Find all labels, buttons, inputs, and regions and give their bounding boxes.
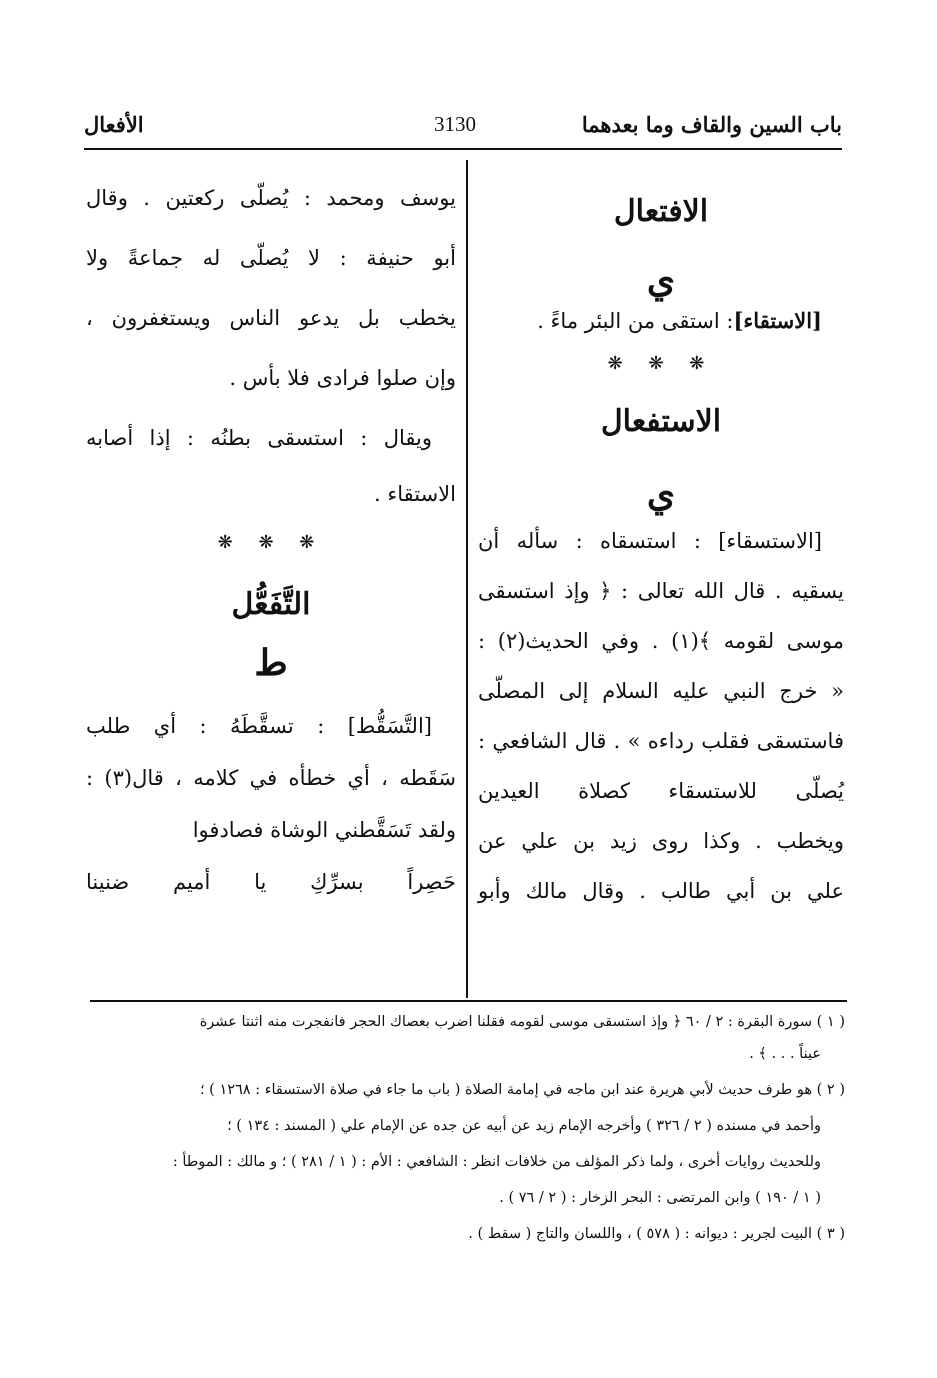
text-line: فاستسقى فقلب رداءه » . قال الشافعي : <box>478 729 844 753</box>
heading-iftial: الافتعال <box>613 194 709 229</box>
letter-ya-1: ي <box>646 259 676 301</box>
separator-stars-2: ❋ ❋ ❋ <box>217 532 325 553</box>
heading-istifal: الاستفعال <box>600 404 722 439</box>
right-column <box>478 168 844 904</box>
text-line: « خرج النبي عليه السلام إلى المصلّى <box>478 679 844 703</box>
footnote-1-line-1: ( ١ ) سورة البقرة : ٢ / ٦٠ ﴿ وإذ استسقى موسى لقومه فقلنا اضرب بعصاك الحجر فانفجرت منه اثنتا عشرة <box>199 1014 845 1030</box>
poem-line: ولقد تَسَقَّطني الوشاة فصادفوا <box>192 818 456 842</box>
left-paragraph-2 <box>86 425 456 507</box>
running-header <box>84 112 842 150</box>
left-column <box>86 168 456 895</box>
footnote-2-line-3: وللحديث روايات أخرى ، ولما ذكر المؤلف من خلافات انظر : الشافعي : الأم : ( ١ / ٢٨١ ) ؛ و مالك : الموطأ : <box>172 1154 821 1170</box>
footnote-2-line-1: ( ٢ ) هو طرف حديث لأبي هريرة عند ابن ماجه في إمامة الصلاة ( باب ما جاء في صلاة الاستسقاء : ١٢٦٨ ) ؛ <box>199 1082 845 1098</box>
text-line: علي بن أبي طالب . وقال مالك وأبو <box>478 879 844 903</box>
section-title: باب السين والقاف وما بعدهما <box>581 112 842 137</box>
entry-istiqa-text: : استقى من البئر ماءً . <box>537 309 734 333</box>
text-line: ويقال : استسقى بطنُه : إذا أصابه <box>86 426 432 450</box>
text-line: [الاستسقاء] : استسقاه : سأله أن <box>478 529 822 553</box>
entry-istiqa <box>478 308 844 334</box>
text-line: يخطب بل يدعو الناس ويستغفرون ، <box>86 306 456 330</box>
text-line: يوسف ومحمد : يُصلّى ركعتين . وقال <box>86 186 456 210</box>
poem-line: حَصِراً بسرِّكِ يا أميم ضنينا <box>86 870 456 894</box>
footnote-1-line-2: عيناً . . . ﴾ . <box>749 1046 821 1062</box>
separator-stars-1: ❋ ❋ ❋ <box>607 353 715 374</box>
text-line: موسى لقومه ﴾(١) . وفي الحديث(٢) : <box>478 629 845 653</box>
text-line: الاستقاء . <box>374 482 456 506</box>
footnote-3: ( ٣ ) البيت لجرير : ديوانه : ( ٥٧٨ ) ، واللسان والتاج ( سقط ) . <box>468 1226 845 1242</box>
category-title: الأفعال <box>84 112 144 137</box>
text-line: ويخطب . وكذا روى زيد بن علي عن <box>478 829 844 853</box>
text-line: وإن صلوا فرادى فلا بأس . <box>229 366 456 390</box>
text-line: [التَّسَقُّط] : تسقَّطَهُ : أي طلب <box>86 714 432 738</box>
letter-ya-2: ي <box>646 473 676 515</box>
entry-istiqa-term: [الاستقاء] <box>733 308 822 333</box>
column-divider <box>466 160 468 998</box>
text-line: سَقَطه ، أي خطأه في كلامه ، قال(٣) : <box>86 766 456 790</box>
text-line: أبو حنيفة : لا يُصلّى له جماعةً ولا <box>86 246 456 270</box>
page-number: 3130 <box>434 112 476 136</box>
text-line: يُصلّى للاستسقاء كصلاة العيدين <box>478 779 844 803</box>
istisqa-paragraph <box>478 528 844 904</box>
footnote-2-line-4: ( ١ / ١٩٠ ) وابن المرتضى : البحر الزخار : ( ٢ / ٧٦ ) . <box>499 1190 821 1206</box>
footnote-2-line-2: وأحمد في مسنده ( ٢ / ٣٢٦ ) وأخرجه الإمام زيد عن أبيه عن جده عن الإمام علي ( المسند : ١٣٤ ) ؛ <box>227 1118 821 1134</box>
heading-tafaul: التَّفَعُّل <box>231 587 311 622</box>
left-paragraph-1 <box>86 185 456 391</box>
left-paragraph-3 <box>86 713 456 895</box>
letter-ta: ط <box>254 642 288 684</box>
text-line: يسقيه . قال الله تعالى : ﴿ وإذ استسقى <box>478 579 844 603</box>
footnote-rule <box>90 1000 847 1002</box>
